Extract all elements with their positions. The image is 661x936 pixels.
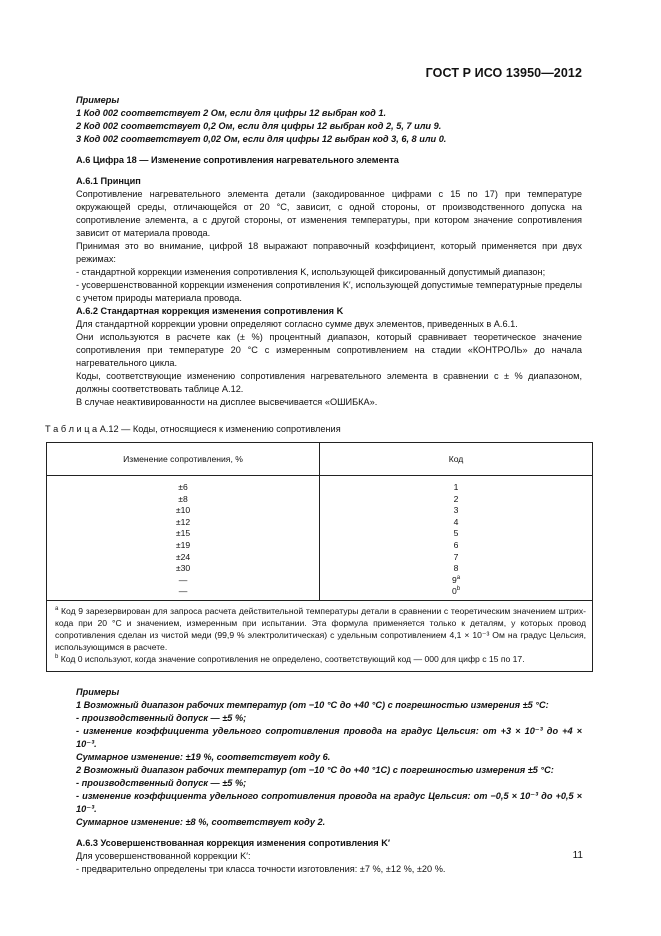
section-heading-a63: А.6.3 Усовершенствованная коррекция изменения сопротивления K′ [76,837,391,848]
footnote-b: $^b$ Код 0 используют, когда значение сопротивления не определено, соответствующий код — 000 для цифр с 15 по 17. [55,653,525,664]
example-item: - изменение коэффициента удельного сопротивления провода на градус Цельсия: от −0,5 × 10⁻³ до +0,5 × 10⁻³. [76,790,582,814]
table-cell-code: 5 [453,528,459,539]
table-cell-change: ±19 [175,539,191,550]
example-item: 2 Код 002 соответствует 0,2 Ом, если для цифры 12 выбран код 2, 5, 7 или 9. [76,121,442,131]
paragraph: Для усовершенствованной коррекции K′: [76,850,251,861]
example-item: - изменение коэффициента удельного сопротивления провода на градус Цельсия: от +3 × 10⁻³ до +4 × 10⁻³. [76,725,582,749]
table-cell-code: 2 [453,493,459,504]
page-content [45,94,586,876]
section-heading-a6: А.6 Цифра 18 — Изменение сопротивления нагревательного элемента [76,155,399,165]
table-cell-change: ±24 [175,551,191,562]
paragraph: Для стандартной коррекции уровни определяют согласно сумме двух элементов, приведенных в А.6.1. [76,319,518,329]
section-heading-a61: А.6.1 Принцип [76,176,141,186]
table-header-change: Изменение сопротивления, % [47,443,320,476]
example-item: 2 Возможный диапазон рабочих температур (от −10 °C до +40 °1C) с погрешностью измерения ±5 °C: [76,764,554,775]
example-summary: Суммарное изменение: ±19 %, соответствует коду 6. [76,751,331,762]
table-cell-change: ±12 [175,516,191,527]
table-cell-change: ±15 [175,528,191,539]
table-caption: Т а б л и ц а А.12 — Коды, относящиеся к изменению сопротивления [45,424,341,434]
document-header: ГОСТ Р ИСО 13950—2012 [425,66,582,80]
examples-title: Примеры [76,686,120,697]
table-footnotes [47,600,593,671]
table-cell-change: ±30 [175,563,191,574]
table-cell-code: 9$^a$ [451,574,461,585]
table-cell-code: 8 [453,563,459,574]
example-item: 1 Код 002 соответствует 2 Ом, если для цифры 12 выбран код 1. [76,108,387,118]
table-cell-code: 3 [453,505,459,516]
table-cell-code: 7 [453,551,459,562]
examples-title: Примеры [76,95,120,105]
paragraph: Коды, соответствующие изменению сопротивления нагревательного элемента в сравнении с ± % диапазоном, должны соответствовать таблице А.12. [76,371,582,394]
paragraph: Сопротивление нагревательного элемента детали (закодированное цифрами с 15 по 17) при температуре окружающей среды, отличающейся от 20 °C, зависит, с одной стороны, от производственного допуска на сопротивление элемента, а с другой стороны, от изменения температуры, при котором значение сопротивления зависит от материала провода. [76,189,582,238]
paragraph: Они используются в расчете как (± %) процентный диапазон, который сравнивает теоретическое значение сопротивления при температуре 20 °C с измеренным сопротивлением на стадии «КОНТРОЛЬ» до начала нагревательного цикла. [76,332,582,368]
table-cell-change: ±10 [175,505,191,516]
example-item: - производственный допуск — ±5 %; [76,712,247,723]
table-cell-code: 1 [453,482,459,492]
paragraph: Принимая это во внимание, цифрой 18 выражают поправочный коэффициент, который применяется при двух режимах: [76,241,582,264]
table-cell-change: ±6 [178,482,188,492]
table-cell-code: 0$^b$ [451,586,461,597]
table-cell-change: — [178,586,188,597]
list-item: - стандартной коррекции изменения сопротивления K, использующей фиксированный допустимый диапазон; [76,267,546,277]
table-cell-code: 6 [453,539,459,550]
example-item: 3 Код 002 соответствует 0,02 Ом, если для цифры 12 выбран код 3, 6, 8 или 0. [76,134,447,144]
codes-table [46,442,593,672]
section-heading-a62: А.6.2 Стандартная коррекция изменения сопротивления K [76,306,344,316]
code-column [320,476,593,601]
list-item: - усовершенствованной коррекции изменения сопротивления K′, использующей допустимые температурные пределы с учетом природы материала провода. [76,280,582,303]
paragraph: В случае неактивированности на дисплее высвечивается «ОШИБКА». [76,397,378,407]
footnote-a: $^a$ Код 9 зарезервирован для запроса расчета действительной температуры детали в сравнении с теоретическим значением штрих-кода при 20 °C и значением, измеренным при испытании. Эта формула применяется только к деталям, у которых провод сопротивления сделан из чистой меди (99,9 % электролитическая) с удельным сопротивлением 4,1 × 10⁻³ Ом на градус Цельсия, использующимся в расчете. [55,605,586,652]
list-item: - предварительно определены три класса точности изготовления: ±7 %, ±12 %, ±20 %. [76,863,446,874]
table-cell-change: — [178,574,188,585]
example-summary: Суммарное изменение: ±8 %, соответствует коду 2. [76,816,326,827]
change-column [47,476,320,601]
page-number: 11 [572,850,583,861]
table-cell-code: 4 [453,516,459,527]
table-header-code: Код [320,443,593,476]
example-item: 1 Возможный диапазон рабочих температур (от −10 °C до +40 °C) с погрешностью измерения ±5 °C: [76,699,549,710]
example-item: - производственный допуск — ±5 %; [76,777,247,788]
table-cell-change: ±8 [178,493,188,504]
